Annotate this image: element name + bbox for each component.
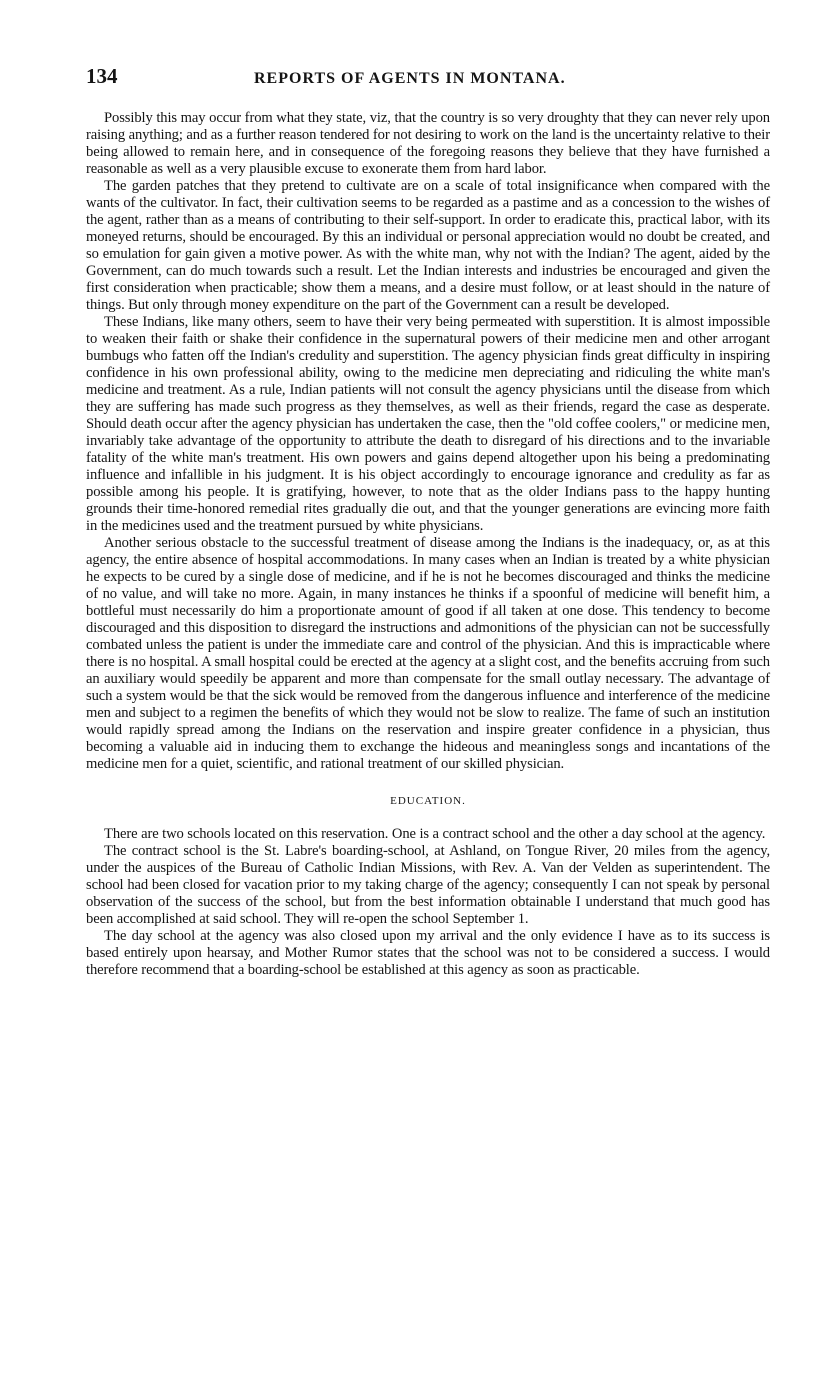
paragraph-day-school: The day school at the agency was also closed upon my arrival and the only evidence I have as to its success is based entirely upon hearsay, and Mother Rumor states that the school was not to be considered a success. I would therefore recommend that a boarding-school be established at this agency as soon as practicable. — [86, 928, 770, 978]
paragraph-superstition: These Indians, like many others, seem to have their very being permeated with superstition. It is almost impossible to weaken their faith or shake their confidence in the supernatural powers of their medicine men and other arrogant bumbugs who fatten off the Indian's credulity and superstition. The agency physician finds great difficulty in inspiring confidence in his own professional ability, owing to the medicine men depreciating and ridiculing the white man's medicine and treatment. As a rule, Indian patients will not consult the agency physicians until the disease from which they are suffering has made such progress as they themselves, as well as their friends, regard the case as desperate. Should death occur after the agency physician has undertaken the case, then the "old coffee coolers," or medicine men, invariably take advantage of the opportunity to attribute the death to disregard of his directions and to the invariable fatality of the white man's treatment. His own powers and gains depend altogether upon his being a predominating influence and infallible in his judgment. It is his object accordingly to encourage ignorance and credulity as far as possible among his people. It is gratifying, however, to note that as the older Indians pass to the happy hunting grounds their time-honored remedial rites gradually die out, and that the younger generations are evincing more faith in the medicines used and the treatment pursued by white physicians. — [86, 314, 770, 534]
running-head: REPORTS OF AGENTS IN MONTANA. — [254, 70, 566, 87]
paragraph-two-schools: There are two schools located on this reservation. One is a contract school and the other a day school at the agency. — [104, 826, 766, 842]
document-page — [86, 64, 770, 979]
paragraph-droughty: Possibly this may occur from what they state, viz, that the country is so very droughty that they can never rely upon raising anything; and as a further reason tendered for not desiring to work on the land is the uncertainty relative to their being allowed to remain here, and in consequence of the foregoing reasons they believe that they have furnished a reasonable as well as a very plausible excuse to exonerate them from hard labor. — [86, 110, 770, 177]
education-text — [86, 826, 770, 979]
paragraph-garden-patches: The garden patches that they pretend to cultivate are on a scale of total insignificance when compared with the wants of the cultivator. In fact, their cultivation seems to be regarded as a pastime and as a concession to the wishes of the agent, rather than as a means of contributing to their self-support. In order to eradicate this, practical labor, with its moneyed returns, should be encouraged. By this an individual or personal appreciation would no doubt be created, and so emulation for gain given a motive power. As with the white man, why not with the Indian? The agent, aided by the Government, can do much towards such a result. Let the Indian interests and industries be encouraged and given the first consideration when practicable; show them a means, and a desire must follow, or at least should in the nature of things. But only through money expenditure on the part of the Government can a result be developed. — [86, 178, 770, 313]
body-text — [86, 110, 770, 773]
page-header — [86, 64, 770, 94]
paragraph-hospital: Another serious obstacle to the successful treatment of disease among the Indians is the inadequacy, or, as at this agency, the entire absence of hospital accommodations. In many cases when an Indian is treated by a white physician he expects to be cured by a single dose of medicine, and if he is not he becomes discouraged and thinks the medicine of no value, and will take no more. Again, in many instances he thinks if a spoonful of medicine will benefit him, a bottleful must necessarily do him a proportionate amount of good if all taken at one dose. This tendency to become discouraged and this disposition to disregard the instructions and admonitions of the physician can not be successfully combated unless the patient is under the immediate care and control of the physician. And this is impracticable where there is no hospital. A small hospital could be erected at the agency at a slight cost, and the benefits accruing from such an auxiliary would speedily be apparent and more than compensate for the small outlay necessary. The advantage of such a system would be that the sick would be removed from the dangerous influence and interference of the medicine men and subject to a regimen the benefits of which they would not be slow to realize. The fame of such an institution would rapidly spread among the Indians on the reservation and inspire greater confidence in a physician, thus becoming a valuable aid in inducing them to exchange the hideous and meaningless songs and incantations of the medicine men for a quiet, scientific, and rational treatment of our skilled physician. — [86, 535, 770, 772]
page-number: 134 — [86, 64, 118, 88]
section-heading-education: EDUCATION. — [390, 795, 466, 807]
paragraph-contract-school: The contract school is the St. Labre's boarding-school, at Ashland, on Tongue River, 20 miles from the agency, under the auspices of the Bureau of Catholic Indian Missions, with Rev. A. Van der Velden as superintendent. The school had been closed for vacation prior to my taking charge of the agency; consequently I can not speak by personal observation of the success of the school, but from the best information obtainable I understand that much good has been accomplished at said school. They will re-open the school September 1. — [86, 843, 770, 927]
